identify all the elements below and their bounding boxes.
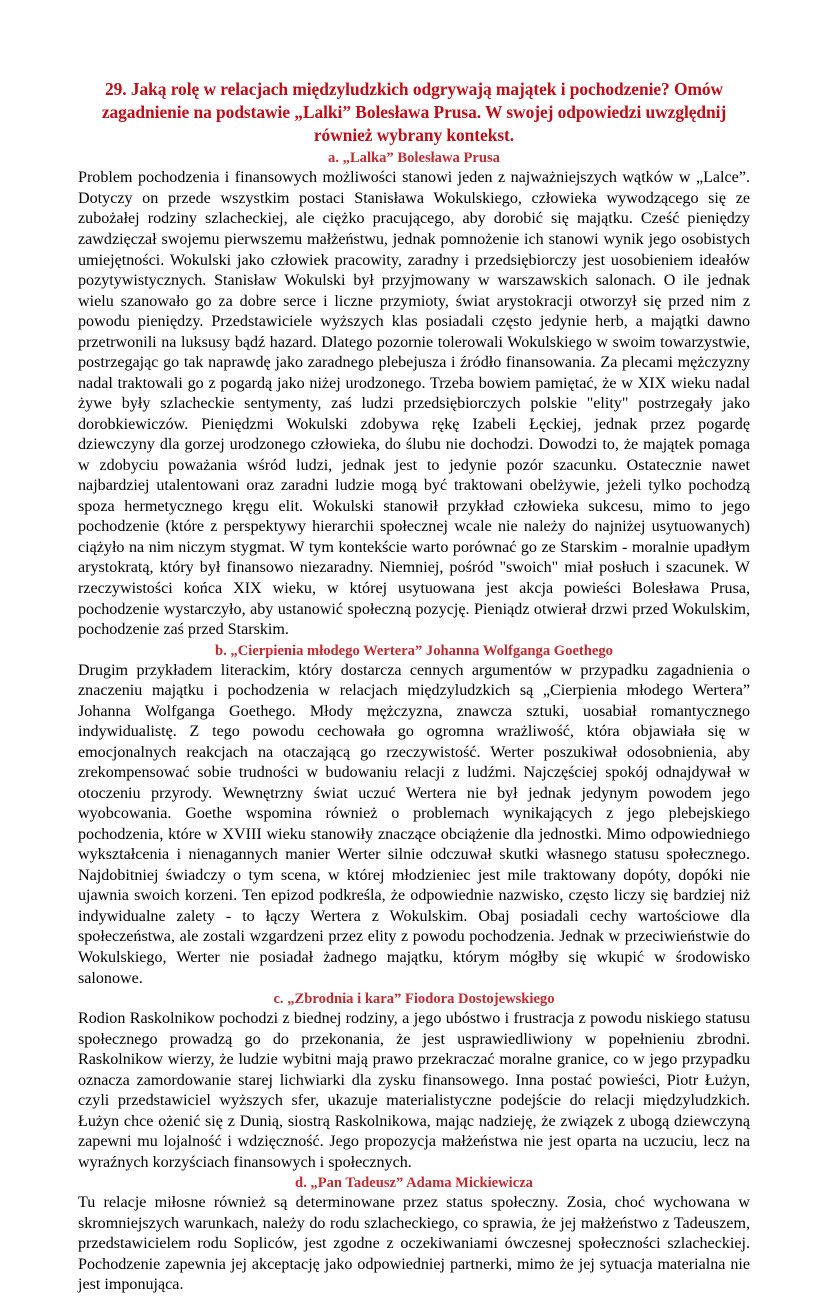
page-title: 29. Jaką rolę w relacjach międzyludzkich odgrywają majątek i pochodzenie? Omów zagadnienie na podstawie „Lalki” Bolesława Prusa. W swojej odpowiedzi uwzględnij również wybrany kontekst. [101, 79, 727, 146]
section-heading-d: d. „Pan Tadeusz” Adama Mickiewicza [295, 1175, 533, 1192]
section-heading-b: b. „Cierpienia młodego Wertera” Johanna Wolfganga Goethego [215, 642, 613, 659]
section-body-b: Drugim przykładem literackim, który dostarcza cennych argumentów w przypadku zagadnienia o znaczeniu majątku i pochodzenia w relacjach międzyludzkich są „Cierpienia młodego Wertera” Johanna Wolfganga Goethego. Młody mężczyzna, znawcza sztuki, uosabiał romantycznego indywidualistę. Z tego powodu cechowała go ogromna wrażliwość, która objawiała się w emocjonalnych reakcjach na otaczającą go rzeczywistość. Werter poszukiwał odosobnienia, aby zrekompensować sobie trudności w budowaniu relacji z ludźmi. Najczęściej spokój odnajdywał w otoczeniu przyrody. Wewnętrzny świat uczuć Wertera nie był jednak jedynym powodem jego wyobcowania. Goethe wspomina również o problemach wynikających z jego plebejskiego pochodzenia, które w XVIII wieku stanowiły znaczące obciążenie dla jednostki. Mimo odpowiedniego wykształcenia i nienagannych manier Werter silnie odczuwał skutki własnego statusu społecznego. Najdobitniej świadczy o tym scena, w której młodzieniec jest mile traktowany dopóty, dopóki nie ujawnia swoich korzeni. Ten epizod podkreśla, że odpowiednie nazwisko, często liczy się bardziej niż indywidualne zalety - to łączy Wertera z Wokulskim. Obaj posiadali cechy wartościowe dla społeczeństwa, ale zostali wzgardzeni przez elity z powodu pochodzenia. Jednak w przeciwieństwie do Wokulskiego, Werter nie posiadał żadnego majątku, którym mógłby się wkupić w środowisko salonowe. [78, 661, 750, 987]
section-body-c: Rodion Raskolnikow pochodzi z biednej rodziny, a jego ubóstwo i frustracja z powodu niskiego statusu społecznego prowadzą go do przekonania, że jest usprawiedliwiony w popełnieniu zbrodni. Raskolnikow wierzy, że ludzie wybitni mają prawo przekraczać moralne granice, co w jego przypadku oznacza zamordowanie starej lichwiarki dla zysku finansowego. Inna postać powieści, Piotr Łużyn, czyli przedstawiciel wyższych sfer, ukazuje materialistyczne podejście do relacji międzyludzkich. Łużyn chce ożenić się z Dunią, siostrą Raskolnikowa, mając nadzieję, że związek z ubogą dziewczyną zapewni mu lojalność i wdzięczność. Jego propozycja małżeństwa nie jest oparta na uczuciu, lecz na wyraźnych korzyściach finansowych i społecznych. [78, 1010, 750, 1171]
section-heading-a: a. „Lalka” Bolesława Prusa [328, 150, 500, 167]
section-body-d: Tu relacje miłosne również są determinowane przez status społeczny. Zosia, choć wychowana w skromniejszych warunkach, należy do rodu szlacheckiego, co sprawia, że jej małżeństwo z Tadeuszem, przedstawicielem rodu Sopliców, jest zgodne z oczekiwaniami ówczesnej społeczności szlacheckiej. Pochodzenie zapewnia jej akceptację jako odpowiedniej partnerki, mimo że jej sytuacja materialna nie jest imponująca. [78, 1194, 750, 1294]
section-body-a: Problem pochodzenia i finansowych możliwości stanowi jeden z najważniejszych wątków w „Lalce”. Dotyczy on przede wszystkim postaci Stanisława Wokulskiego, człowieka wywodzącego się ze zubożałej rodziny szlacheckiej, ale ciężko pracującego, aby dorobić się majątku. Cześć pieniędzy zawdzięczał swojemu pierwszemu małżeństwu, jednak pomnożenie ich stanowi wynik jego osobistych umiejętności. Wokulski jako człowiek pracowity, zaradny i przedsiębiorczy jest uosobieniem ideałów pozytywistycznych. Stanisław Wokulski był przyjmowany w warszawskich salonach. O ile jednak wielu szanowało go za dobre serce i liczne przymioty, świat arystokracji otworzył się przed nim z powodu pieniędzy. Przedstawiciele wyższych klas posiadali często jedynie herb, a majątki dawno przetrwonili na luksusy bądź hazard. Dlatego pozornie tolerowali Wokulskiego w swoim towarzystwie, postrzegając go tak naprawdę jako zaradnego plebejusza i źródło finansowania. Za plecami mężczyzny nadal traktowali go z pogardą jako niżej urodzonego. Trzeba bowiem pamiętać, że w XIX wieku nadal żywe były szlacheckie sentymenty, zaś ludzi przedsiębiorczych polskie "elity" postrzegały jako dorobkiewiczów. Pieniędzmi Wokulski zdobywa rękę Izabeli Łęckiej, jednak przez pogardę dziewczyny dla gorzej urodzonego człowieka, do ślubu nie dochodzi. Dowodzi to, że majątek pomaga w zdobyciu poważania wśród ludzi, jednak jest to jedynie pozór szacunku. Ostatecznie nawet najbardziej utalentowani oraz zaradni ludzie mogą być traktowani obelżywie, jeżeli tylko pochodzą spoza hermetycznego kręgu elit. Wokulski stanowił przykład człowieka sukcesu, mimo to jego pochodzenie (które z perspektywy hierarchii społecznej wcale nie należy do najniżej usytuowanych) ciążyło na nim niczym stygmat. W tym kontekście warto porównać go ze Starskim - moralnie upadłym arystokratą, który był finansowo niezaradny. Niemniej, pośród "swoich" miał posłuch i szacunek. W rzeczywistości końca XIX wieku, w której usytuowana jest akcja powieści Bolesława Prusa, pochodzenie wystarczyło, aby ustanowić społeczną pozycję. Pieniądz otwierał drzwi przed Wokulskim, pochodzenie zaś przed Starskim. [78, 169, 750, 639]
section-heading-c: c. „Zbrodnia i kara” Fiodora Dostojewskiego [273, 991, 555, 1008]
